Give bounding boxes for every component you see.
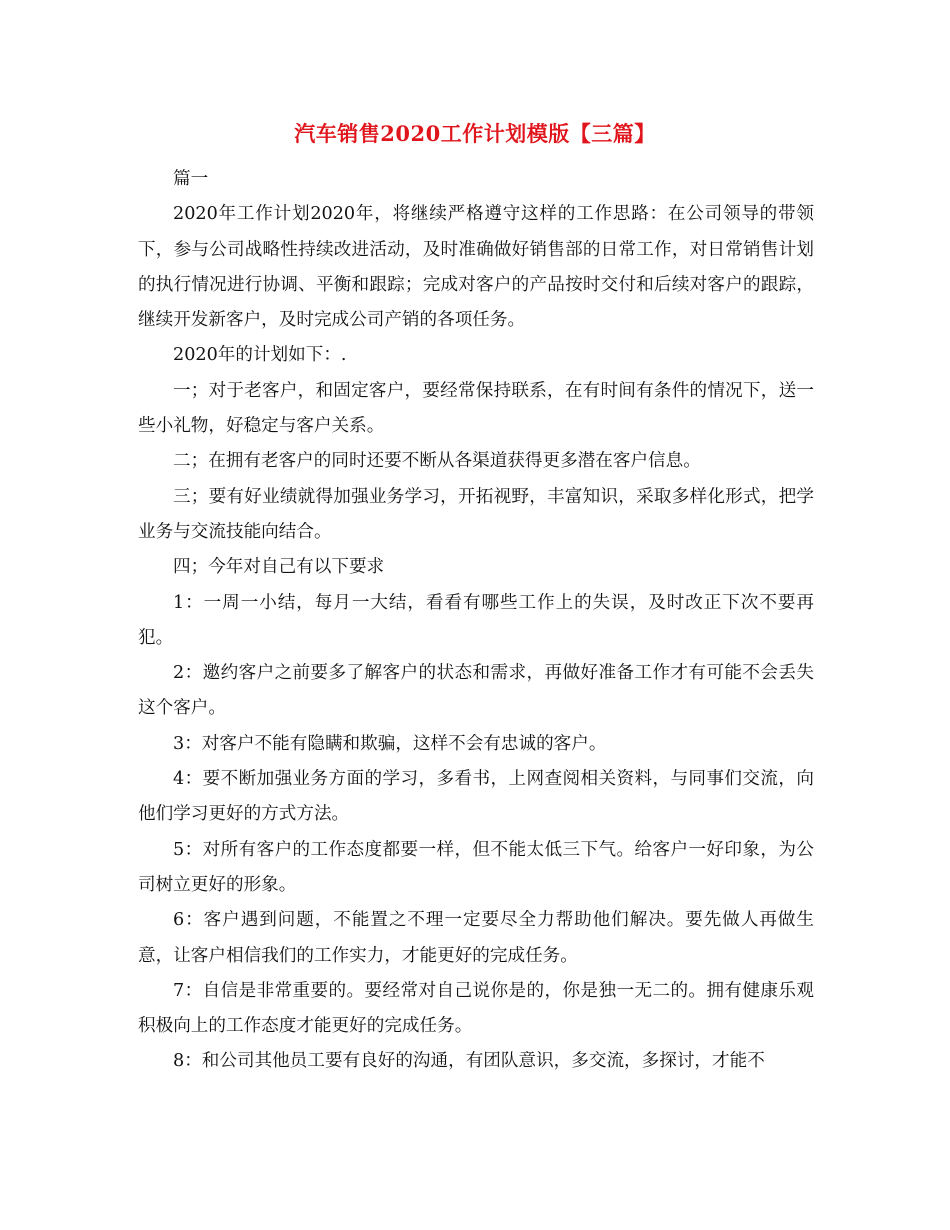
requirement-7: 7：自信是非常重要的。要经常对自己说你是的，你是独一无二的。拥有健康乐观积极向上的工作态度才能更好的完成任务。 — [138, 980, 814, 1037]
intro-paragraph: 2020年工作计划2020年，将继续严格遵守这样的工作思路：在公司领导的带领下，参与公司战略性持续改进活动，及时准确做好销售部的日常工作，对日常销售计划的执行情况进行协调、平衡和跟踪；完成对客户的产品按时交付和后续对客户的跟踪，继续开发新客户，及时完成公司产销的各项任务。 — [138, 204, 814, 331]
plan-lead-paragraph: 2020年的计划如下：. — [173, 345, 347, 366]
document-title: 汽车销售2020工作计划模版【三篇】 — [294, 121, 656, 146]
document-body — [138, 162, 814, 1080]
plan-item-3: 三；要有好业绩就得加强业务学习，开拓视野，丰富知识，采取多样化形式，把学业务与交流技能向结合。 — [138, 486, 814, 542]
requirement-2: 2：邀约客户之前要多了解客户的状态和需求，再做好准备工作才有可能不会丢失这个客户。 — [138, 663, 814, 719]
requirement-3: 3：对客户不能有隐瞒和欺骗，这样不会有忠诚的客户。 — [173, 733, 607, 754]
requirement-5: 5：对所有客户的工作态度都要一样，但不能太低三下气。给客户一好印象，为公司树立更好的形象。 — [138, 839, 814, 895]
plan-item-4: 四；今年对自己有以下要求 — [173, 557, 385, 578]
plan-item-2: 二；在拥有老客户的同时还要不断从各渠道获得更多潜在客户信息。 — [173, 451, 701, 472]
section-heading: 篇一 — [173, 169, 209, 189]
plan-item-1: 一；对于老客户，和固定客户，要经常保持联系，在有时间有条件的情况下，送一些小礼物，好稳定与客户关系。 — [138, 380, 814, 437]
requirement-8: 8：和公司其他员工要有良好的沟通，有团队意识，多交流，多探讨，才能不 — [173, 1051, 765, 1072]
requirement-4: 4：要不断加强业务方面的学习，多看书，上网查阅相关资料，与同事们交流，向他们学习更好的方式方法。 — [138, 769, 814, 825]
requirement-1: 1：一周一小结，每月一大结，看看有哪些工作上的失误，及时改正下次不要再犯。 — [138, 592, 814, 648]
requirement-6: 6：客户遇到问题，不能置之不理一定要尽全力帮助他们解决。要先做人再做生意，让客户相信我们的工作实力，才能更好的完成任务。 — [138, 910, 814, 966]
